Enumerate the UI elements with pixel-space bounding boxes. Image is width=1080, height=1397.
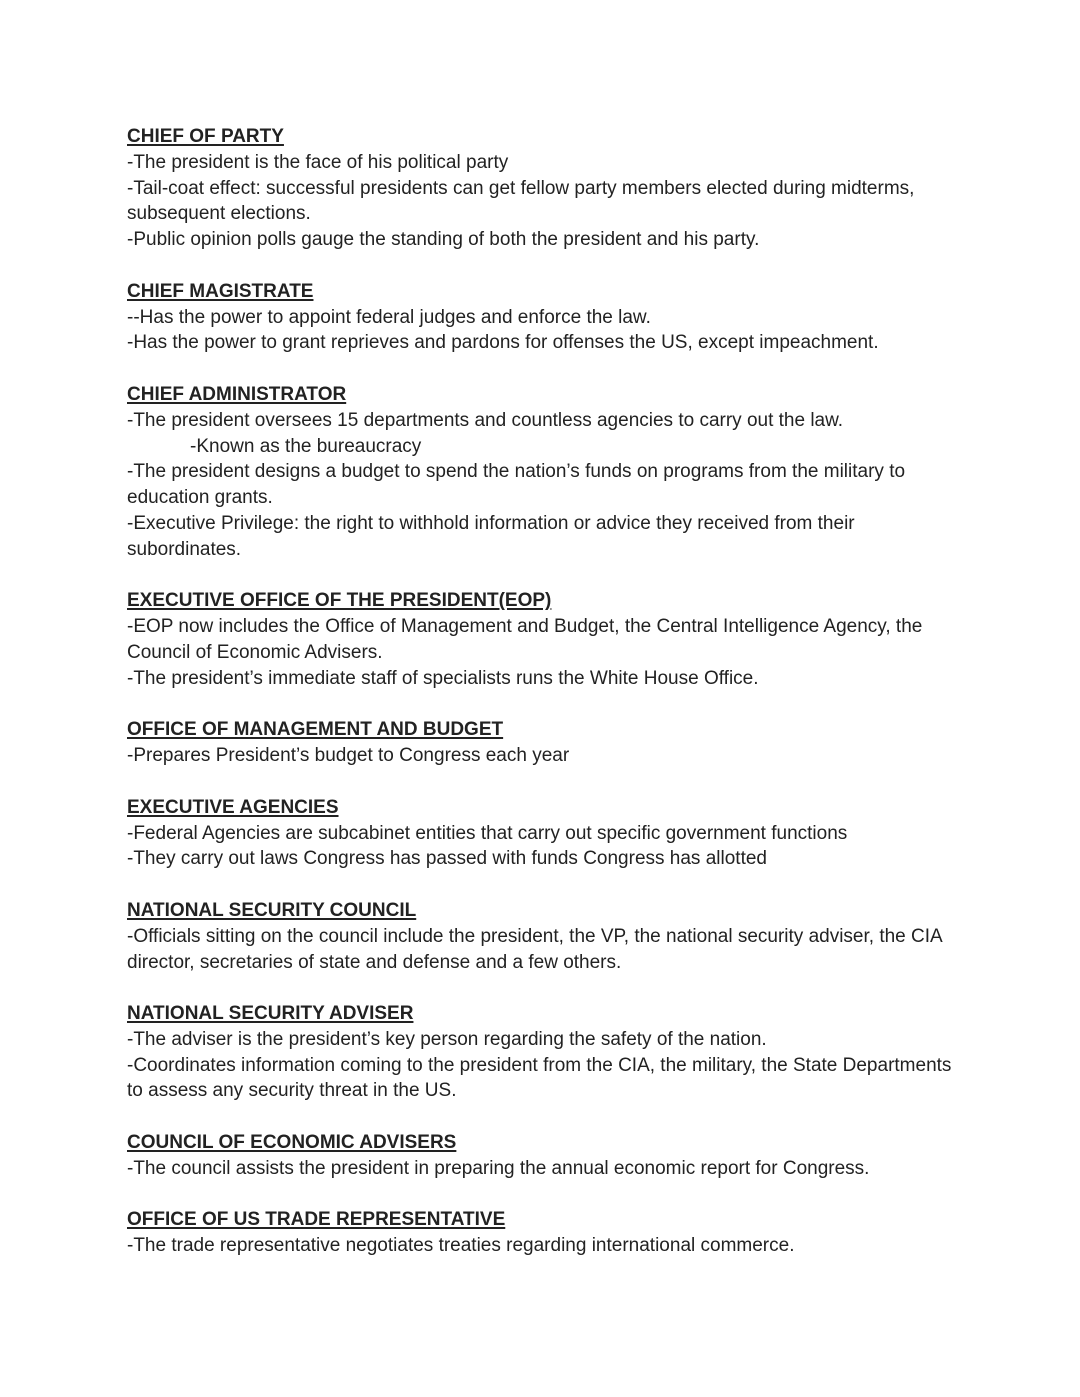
section-office-of-management: [127, 717, 967, 769]
section-line: -Federal Agencies are subcabinet entities that carry out specific government functions: [127, 822, 848, 844]
section-heading: EXECUTIVE OFFICE OF THE PRESIDENT(EOP): [127, 590, 552, 612]
section-heading: COUNCIL OF ECONOMIC ADVISERS: [127, 1132, 457, 1154]
section-line: -The trade representative negotiates treaties regarding international commerce.: [127, 1235, 795, 1257]
section-heading: OFFICE OF MANAGEMENT AND BUDGET: [127, 719, 504, 741]
document-page: [127, 124, 967, 1285]
section-executive-agencies: [127, 795, 967, 872]
section-heading: NATIONAL SECURITY ADVISER: [127, 1003, 414, 1025]
section-line: -The council assists the president in preparing the annual economic report for Congress.: [127, 1157, 870, 1179]
section-national-security-adviser: [127, 1001, 967, 1104]
section-line: -Executive Privilege: the right to withhold information or advice they received from their subordinates.: [127, 512, 855, 560]
section-line: -Coordinates information coming to the president from the CIA, the military, the State Departments to assess any security threat in the US.: [127, 1054, 952, 1102]
section-line: -Public opinion polls gauge the standing of both the president and his party.: [127, 229, 760, 251]
section-heading: CHIEF ADMINISTRATOR: [127, 383, 347, 405]
section-heading: OFFICE OF US TRADE REPRESENTATIVE: [127, 1209, 506, 1231]
section-council-of-economic-advisers: [127, 1130, 967, 1182]
section-line: -The adviser is the president’s key person regarding the safety of the nation.: [127, 1028, 767, 1050]
section-line: -The president oversees 15 departments and countless agencies to carry out the law.: [127, 409, 844, 431]
section-chief-magistrate: [127, 279, 967, 356]
section-line: -The president’s immediate staff of specialists runs the White House Office.: [127, 667, 759, 689]
section-trade-representative: [127, 1207, 967, 1259]
section-national-security-council: [127, 898, 967, 975]
section-line: -Tail-coat effect: successful presidents can get fellow party members elected during midterms, subsequent elections.: [127, 177, 915, 225]
section-line: -Prepares President’s budget to Congress each year: [127, 745, 570, 767]
section-line-indented: -Known as the bureaucracy: [190, 435, 422, 457]
section-line: -The president designs a budget to spend the nation’s funds on programs from the military to education grants.: [127, 461, 906, 509]
section-line: -They carry out laws Congress has passed with funds Congress has allotted: [127, 848, 767, 870]
section-line: --Has the power to appoint federal judges and enforce the law.: [127, 306, 651, 328]
section-line: -The president is the face of his political party: [127, 151, 509, 173]
section-heading: CHIEF OF PARTY: [127, 126, 284, 147]
section-heading: NATIONAL SECURITY COUNCIL: [127, 899, 417, 921]
section-line: -Has the power to grant reprieves and pardons for offenses the US, except impeachment.: [127, 332, 879, 354]
section-heading: CHIEF MAGISTRATE: [127, 280, 314, 302]
section-line: -Officials sitting on the council include the president, the VP, the national security adviser, the CIA director, secretaries of state and defense and a few others.: [127, 925, 942, 973]
section-line: -EOP now includes the Office of Management and Budget, the Central Intelligence Agency, the Council of Economic Advisers.: [127, 616, 923, 663]
section-heading: EXECUTIVE AGENCIES: [127, 796, 339, 818]
section-executive-office: [127, 588, 967, 691]
section-chief-administrator: [127, 382, 967, 563]
section-chief-of-party: [127, 124, 967, 253]
